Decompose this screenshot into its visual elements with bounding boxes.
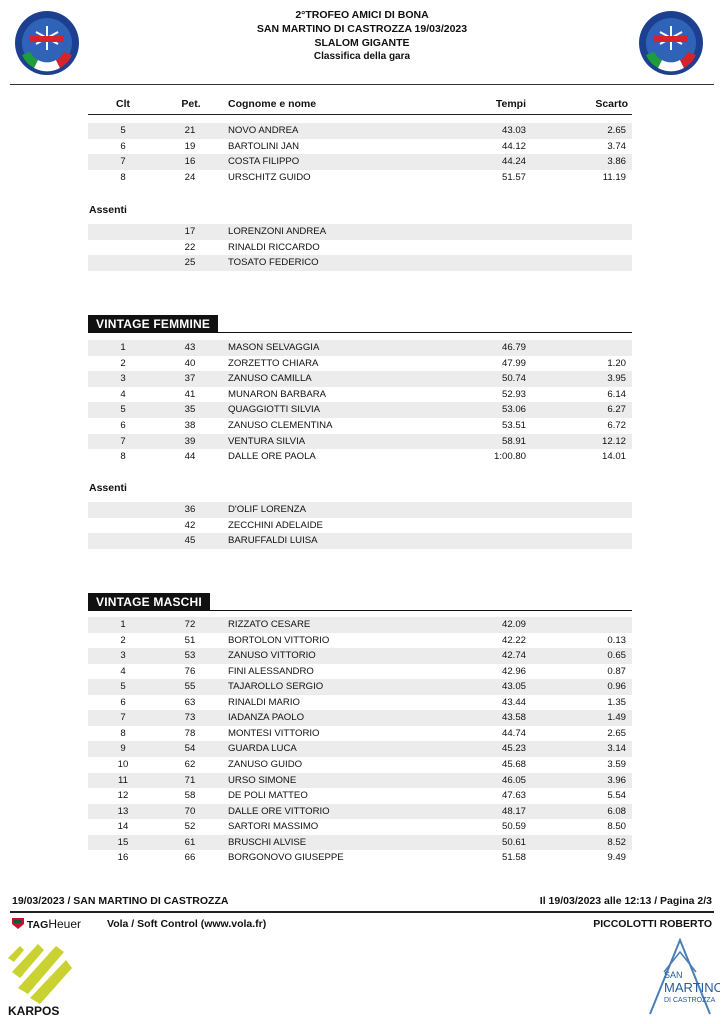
bib-cell: 19 (184, 140, 196, 152)
rank-cell: 14 (117, 821, 129, 833)
footer-date-location: 19/03/2023 / SAN MARTINO DI CASTROZZA (12, 895, 229, 907)
rank-cell: 1 (120, 619, 126, 630)
time-cell: 53.06 (501, 404, 526, 416)
rank-cell: 11 (118, 774, 128, 786)
gap-cell: 2.65 (607, 125, 626, 136)
tag-heuer-shield-icon (12, 918, 24, 929)
time-cell: 50.61 (501, 836, 526, 848)
time-cell: 42.74 (501, 650, 526, 662)
bib-cell: 66 (184, 852, 196, 864)
athlete-name-cell: BORTOLON VITTORIO (228, 634, 330, 646)
bib-cell: 63 (184, 696, 196, 708)
event-location-date: SAN MARTINO DI CASTROZZA 19/03/2023 (256, 23, 468, 35)
athlete-name-cell: SARTORI MASSIMO (228, 821, 319, 833)
gap-cell: 5.54 (607, 790, 626, 802)
absent-label-1: Assenti (89, 204, 127, 216)
result-row (88, 664, 632, 680)
athlete-name-cell: BARUFFALDI LUISA (228, 535, 318, 547)
athlete-name-cell: ZANUSO CLEMENTINA (228, 420, 333, 431)
document-header (0, 8, 724, 64)
gap-cell: 3.74 (607, 140, 626, 152)
athlete-name-cell: D'OLIF LORENZA (228, 504, 307, 515)
bib-cell: 37 (184, 373, 196, 385)
time-cell: 1:00.80 (493, 451, 526, 463)
time-cell: 43.58 (501, 712, 526, 724)
time-cell: 43.05 (501, 681, 526, 693)
time-cell: 50.74 (501, 373, 526, 385)
result-row (88, 449, 632, 465)
absent-row (88, 518, 632, 534)
bib-cell: 53 (184, 650, 196, 662)
rank-cell: 4 (120, 665, 126, 677)
athlete-name-cell: RIZZATO CESARE (228, 619, 311, 630)
col-name: Cognome e nome (228, 98, 317, 110)
absent-row (88, 255, 632, 271)
gap-cell: 0.96 (607, 681, 626, 693)
bib-cell: 58 (184, 790, 196, 802)
result-row (88, 679, 632, 695)
result-row (88, 835, 632, 851)
col-time: Tempi (495, 98, 526, 110)
result-row (88, 850, 632, 866)
bib-cell: 61 (184, 836, 196, 848)
rank-cell: 6 (120, 140, 126, 152)
header-divider (10, 84, 714, 85)
athlete-name-cell: GUARDA LUCA (228, 743, 297, 755)
karpos-text: KARPOS (8, 1004, 60, 1018)
tag-heuer-logo (12, 917, 81, 931)
gap-cell: 11.19 (602, 171, 626, 183)
rank-cell: 3 (120, 373, 126, 385)
rank-cell: 7 (120, 156, 126, 168)
athlete-name-cell: NOVO ANDREA (228, 125, 299, 136)
result-row (88, 123, 632, 139)
result-row (88, 633, 632, 649)
time-cell: 44.74 (501, 727, 526, 739)
bib-cell: 44 (184, 451, 196, 463)
time-cell: 46.79 (501, 342, 526, 353)
event-title: 2°TROFEO AMICI DI BONA (295, 9, 429, 21)
race-discipline: SLALOM GIGANTE (314, 37, 410, 49)
bib-cell: 22 (184, 241, 196, 253)
col-clt: Clt (116, 98, 130, 110)
logo-text-castrozza: DI CASTROZZA (664, 997, 716, 1004)
absent-label-2: Assenti (89, 482, 127, 494)
athlete-name-cell: ZANUSO GUIDO (228, 758, 303, 770)
athlete-name-cell: QUAGGIOTTI SILVIA (228, 404, 321, 416)
logo-text-san: SAN (664, 970, 683, 980)
time-cell: 44.24 (501, 156, 526, 168)
tag-heuer-text: Heuer (48, 917, 81, 931)
section-rule-vf (88, 332, 632, 333)
result-row (88, 434, 632, 450)
bib-cell: 40 (184, 357, 196, 369)
section-vintage-femmine: VINTAGE FEMMINE (88, 315, 218, 333)
result-row (88, 773, 632, 789)
bib-cell: 71 (184, 774, 196, 786)
time-cell: 50.59 (501, 821, 526, 833)
gap-cell: 12.12 (601, 435, 626, 447)
result-row (88, 804, 632, 820)
athlete-name-cell: MASON SELVAGGIA (228, 342, 320, 353)
time-cell: 47.99 (501, 357, 526, 369)
result-row (88, 710, 632, 726)
gap-cell: 3.96 (607, 774, 626, 786)
gap-cell: 14.01 (601, 451, 626, 463)
result-row (88, 340, 632, 356)
gap-cell: 0.65 (607, 650, 626, 662)
rank-cell: 5 (120, 404, 126, 416)
gap-cell: 6.72 (607, 420, 626, 431)
bib-cell: 42 (184, 519, 196, 531)
athlete-name-cell: DALLE ORE PAOLA (228, 451, 316, 463)
san-martino-logo (640, 932, 720, 1020)
time-cell: 53.51 (501, 420, 526, 431)
rank-cell: 7 (120, 435, 126, 447)
gap-cell: 8.50 (607, 821, 626, 833)
rank-cell: 5 (120, 125, 126, 136)
gap-cell: 6.27 (607, 404, 626, 416)
rank-cell: 9 (120, 743, 126, 755)
gap-cell: 3.14 (607, 743, 626, 755)
rank-cell: 4 (120, 388, 126, 400)
athlete-name-cell: BORGONOVO GIUSEPPE (228, 852, 344, 864)
time-cell: 51.58 (501, 852, 526, 864)
gap-cell: 9.49 (607, 852, 626, 864)
col-gap: Scarto (595, 98, 628, 110)
tag-brand: TAG (26, 919, 49, 931)
athlete-name-cell: URSCHITZ GUIDO (228, 171, 311, 183)
gap-cell: 3.86 (607, 156, 626, 168)
gap-cell: 8.52 (607, 836, 626, 848)
athlete-name-cell: TOSATO FEDERICO (228, 257, 319, 269)
gap-cell: 0.87 (607, 665, 626, 677)
result-row (88, 648, 632, 664)
athlete-name-cell: FINI ALESSANDRO (228, 665, 314, 677)
time-cell: 45.68 (501, 758, 526, 770)
result-row (88, 418, 632, 434)
time-cell: 51.57 (501, 171, 526, 183)
athlete-name-cell: LORENZONI ANDREA (228, 226, 327, 237)
footer-print-page: Il 19/03/2023 alle 12:13 / Pagina 2/3 (539, 895, 712, 907)
time-cell: 45.23 (501, 743, 526, 755)
athlete-name-cell: MUNARON BARBARA (228, 388, 327, 400)
time-cell: 43.03 (501, 125, 526, 136)
bib-cell: 43 (184, 342, 196, 353)
absent-row (88, 533, 632, 549)
column-headers (0, 98, 724, 112)
result-row (88, 617, 632, 633)
bib-cell: 62 (184, 758, 196, 770)
result-row (88, 695, 632, 711)
rank-cell: 3 (120, 650, 126, 662)
rank-cell: 6 (120, 420, 126, 431)
athlete-name-cell: ZANUSO CAMILLA (228, 373, 312, 385)
result-row (88, 788, 632, 804)
result-row (88, 356, 632, 372)
gap-cell: 2.65 (607, 727, 626, 739)
bib-cell: 17 (184, 226, 196, 237)
bib-cell: 21 (184, 125, 196, 136)
gap-cell: 6.14 (607, 388, 626, 400)
gap-cell: 3.95 (607, 373, 626, 385)
athlete-name-cell: MONTESI VITTORIO (228, 727, 320, 739)
rank-cell: 16 (117, 852, 129, 864)
athlete-name-cell: URSO SIMONE (228, 774, 297, 786)
bib-cell: 52 (184, 821, 196, 833)
rank-cell: 8 (120, 171, 126, 183)
result-row (88, 741, 632, 757)
result-row (88, 139, 632, 155)
gap-cell: 1.35 (607, 696, 626, 708)
bib-cell: 38 (184, 420, 196, 431)
rank-cell: 6 (120, 696, 126, 708)
time-cell: 46.05 (501, 774, 526, 786)
rank-cell: 10 (117, 758, 129, 770)
time-cell: 44.12 (501, 140, 526, 152)
athlete-name-cell: TAJAROLLO SERGIO (228, 681, 324, 693)
column-header-rule (88, 114, 632, 115)
karpos-logo (6, 938, 76, 1018)
rank-cell: 7 (120, 712, 126, 724)
absent-row (88, 224, 632, 240)
time-cell: 42.22 (501, 634, 526, 646)
athlete-name-cell: RINALDI MARIO (228, 696, 300, 708)
bib-cell: 73 (184, 712, 196, 724)
athlete-name-cell: BRUSCHI ALVISE (228, 836, 307, 848)
rank-cell: 12 (117, 790, 129, 802)
result-row (88, 371, 632, 387)
athlete-name-cell: IADANZA PAOLO (228, 712, 305, 724)
result-row (88, 154, 632, 170)
bib-cell: 72 (184, 619, 196, 630)
rank-cell: 1 (120, 342, 126, 353)
section-vintage-maschi: VINTAGE MASCHI (88, 593, 210, 611)
result-row (88, 170, 632, 186)
athlete-name-cell: COSTA FILIPPO (228, 156, 300, 168)
result-row (88, 387, 632, 403)
bib-cell: 25 (184, 257, 196, 269)
time-cell: 43.44 (501, 696, 526, 708)
athlete-name-cell: DALLE ORE VITTORIO (228, 805, 330, 817)
bib-cell: 24 (184, 171, 196, 183)
rank-cell: 8 (120, 727, 126, 739)
rank-cell: 2 (120, 357, 126, 369)
athlete-name-cell: ZORZETTO CHIARA (228, 357, 319, 369)
bib-cell: 36 (184, 504, 196, 515)
time-cell: 58.91 (501, 435, 526, 447)
absent-row (88, 240, 632, 256)
gap-cell: 1.49 (607, 712, 626, 724)
bib-cell: 55 (184, 681, 196, 693)
bib-cell: 39 (184, 435, 196, 447)
result-row (88, 726, 632, 742)
gap-cell: 6.08 (607, 805, 626, 817)
bib-cell: 16 (184, 156, 196, 168)
time-cell: 42.96 (501, 665, 526, 677)
rank-cell: 8 (120, 451, 126, 463)
time-cell: 52.93 (501, 388, 526, 400)
result-row (88, 819, 632, 835)
vola-credit: Vola / Soft Control (www.vola.fr) (107, 918, 267, 930)
footer-divider (10, 911, 714, 913)
rank-cell: 13 (117, 805, 129, 817)
result-row (88, 757, 632, 773)
gap-cell: 1.20 (607, 357, 626, 369)
athlete-name-cell: ZANUSO VITTORIO (228, 650, 316, 662)
referee-name: PICCOLOTTI ROBERTO (593, 918, 712, 930)
bib-cell: 76 (184, 665, 196, 677)
bib-cell: 41 (184, 388, 196, 400)
gap-cell: 0.13 (607, 634, 626, 646)
time-cell: 42.09 (501, 619, 526, 630)
logo-text-martino: MARTINO (664, 980, 720, 995)
col-pet: Pet. (181, 98, 201, 110)
bib-cell: 35 (184, 404, 196, 416)
bib-cell: 54 (184, 743, 196, 755)
athlete-name-cell: ZECCHINI ADELAIDE (228, 519, 323, 531)
rank-cell: 2 (120, 634, 126, 646)
bib-cell: 45 (184, 535, 196, 547)
athlete-name-cell: RINALDI RICCARDO (228, 241, 320, 253)
result-row (88, 402, 632, 418)
absent-row (88, 502, 632, 518)
section-rule-vm (88, 610, 632, 611)
rank-cell: 5 (120, 681, 126, 693)
ranking-subtitle: Classifica della gara (313, 51, 411, 62)
time-cell: 48.17 (501, 805, 526, 817)
rank-cell: 15 (117, 836, 129, 848)
bib-cell: 70 (184, 805, 196, 817)
athlete-name-cell: VENTURA SILVIA (228, 435, 306, 447)
gap-cell: 3.59 (607, 758, 626, 770)
bib-cell: 51 (184, 634, 196, 646)
athlete-name-cell: BARTOLINI JAN (228, 140, 300, 152)
athlete-name-cell: DE POLI MATTEO (228, 790, 308, 802)
bib-cell: 78 (184, 727, 196, 739)
time-cell: 47.63 (501, 790, 526, 802)
